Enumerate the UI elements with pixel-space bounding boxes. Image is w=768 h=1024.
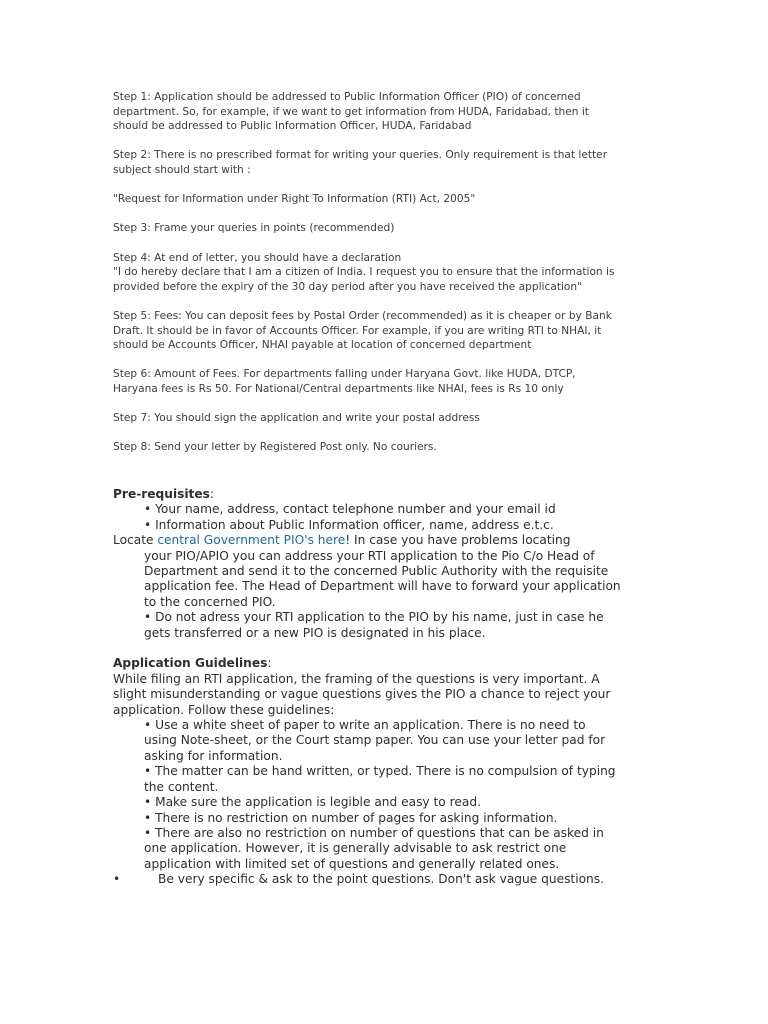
guideline-item-1-line-1: • Use a white sheet of paper to write an application. There is no need to bbox=[144, 718, 586, 733]
guideline-item-2-line-1: • The matter can be hand written, or typed. There is no compulsion of typing bbox=[144, 764, 616, 779]
bullet-mark: • bbox=[113, 872, 121, 887]
step-4-line-2: "I do hereby declare that I am a citizen of India. I request you to ensure that the information is bbox=[113, 266, 615, 279]
steps-section bbox=[113, 90, 658, 469]
central-pio-link[interactable]: central Government PIO's here bbox=[157, 533, 346, 548]
subject-quote-line: "Request for Information under Right To Information (RTI) Act, 2005" bbox=[113, 193, 476, 206]
step-4-line-1: Step 4: At end of letter, you should have a declaration bbox=[113, 251, 402, 264]
guideline-item-1-line-2: using Note-sheet, or the Court stamp paper. You can use your letter pad for bbox=[144, 733, 606, 748]
prereq-heading: Pre-requisites bbox=[113, 487, 210, 501]
guidelines-heading-row bbox=[113, 656, 673, 671]
guideline-item-5-line-3: application with limited set of questions and generally related ones. bbox=[144, 856, 560, 871]
guidelines-heading: Application Guidelines bbox=[113, 656, 268, 671]
step-5-line-2: Draft. It should be in favor of Accounts Officer. For example, if you are writing RTI to NHAI, it bbox=[113, 324, 602, 337]
step-5-line-1: Step 5: Fees: You can deposit fees by Postal Order (recommended) as it is cheaper or by Bank bbox=[113, 309, 612, 322]
step-1-line-2: department. So, for example, if we want to get information from HUDA, Faridabad, then it bbox=[113, 105, 589, 118]
step-3 bbox=[113, 221, 658, 236]
subject-quote bbox=[113, 192, 658, 207]
prereq-cont-line-1: your PIO/APIO you can address your RTI application to the Pio C/o Head of bbox=[144, 548, 595, 563]
step-6 bbox=[113, 367, 658, 396]
step-5 bbox=[113, 309, 658, 353]
prereq-cont-line-3: application fee. The Head of Department will have to forward your application bbox=[144, 579, 621, 594]
guidelines-intro-line-3: application. Follow these guidelines: bbox=[113, 702, 335, 717]
guideline-item-3: • Make sure the application is legible and easy to read. bbox=[144, 795, 481, 810]
step-7-line-1: Step 7: You should sign the application and write your postal address bbox=[113, 412, 480, 425]
step-4-line-3: provided before the expiry of the 30 day period after you have received the application" bbox=[113, 280, 582, 293]
guidelines-intro-line-1: While filing an RTI application, the framing of the questions is very important. A bbox=[113, 671, 600, 686]
guidelines-colon: : bbox=[267, 656, 272, 671]
guideline-last-item bbox=[113, 872, 673, 887]
step-2 bbox=[113, 148, 658, 177]
step-1-line-3: should be addressed to Public Information Officer, HUDA, Faridabad bbox=[113, 120, 472, 133]
guidelines-intro-line-2: slight misunderstanding or vague questions gives the PIO a chance to reject your bbox=[113, 687, 611, 702]
step-8-line-1: Step 8: Send your letter by Registered Post only. No couriers. bbox=[113, 441, 437, 454]
section-gap bbox=[113, 641, 673, 656]
prereq-cont-line-2: Department and send it to the concerned Public Authority with the requisite bbox=[144, 564, 609, 579]
step-7 bbox=[113, 411, 658, 426]
prereq-item-2: • Information about Public Information officer, name, address e.t.c. bbox=[144, 517, 554, 532]
step-3-line-1: Step 3: Frame your queries in points (recommended) bbox=[113, 222, 395, 235]
prereq-colon: : bbox=[209, 487, 215, 501]
step-8 bbox=[113, 440, 658, 455]
guideline-item-5-line-2: one application. However, it is generally advisable to ask restrict one bbox=[144, 841, 567, 856]
locate-prefix: Locate bbox=[113, 533, 158, 548]
step-2-line-2: subject should start with : bbox=[113, 163, 251, 176]
guideline-item-1-line-3: asking for information. bbox=[144, 748, 283, 763]
step-4 bbox=[113, 251, 658, 295]
prereq-item-1: • Your name, address, contact telephone number and your email id bbox=[144, 502, 556, 517]
guideline-item-4: • There is no restriction on number of pages for asking information. bbox=[144, 810, 558, 825]
step-1 bbox=[113, 90, 658, 134]
prereq-cont-line-4: to the concerned PIO. bbox=[144, 594, 276, 609]
prereq-item-3-line-1: • Do not adress your RTI application to the PIO by his name, just in case he bbox=[144, 610, 604, 625]
step-5-line-3: should be Accounts Officer, NHAI payable at location of concerned department bbox=[113, 339, 532, 352]
guideline-last-text: Be very specific & ask to the point questions. Don't ask vague questions. bbox=[158, 872, 604, 887]
guideline-item-2-line-2: the content. bbox=[144, 779, 219, 794]
step-6-line-1: Step 6: Amount of Fees. For departments falling under Haryana Govt. like HUDA, DTCP, bbox=[113, 368, 576, 381]
guideline-item-5-line-1: • There are also no restriction on number of questions that can be asked in bbox=[144, 825, 604, 840]
lower-section bbox=[113, 487, 673, 888]
locate-suffix: ! In case you have problems locating bbox=[345, 533, 571, 548]
locate-line bbox=[113, 533, 673, 548]
step-1-line-1: Step 1: Application should be addressed to Public Information Officer (PIO) of concerned bbox=[113, 91, 581, 103]
step-6-line-2: Haryana fees is Rs 50. For National/Central departments like NHAI, fees is Rs 10 only bbox=[113, 382, 564, 395]
prereq-item-3-line-2: gets transferred or a new PIO is designated in his place. bbox=[144, 625, 486, 640]
step-2-line-1: Step 2: There is no prescribed format for writing your queries. Only requirement is that letter bbox=[113, 149, 608, 162]
prereq-heading-row bbox=[113, 487, 673, 502]
